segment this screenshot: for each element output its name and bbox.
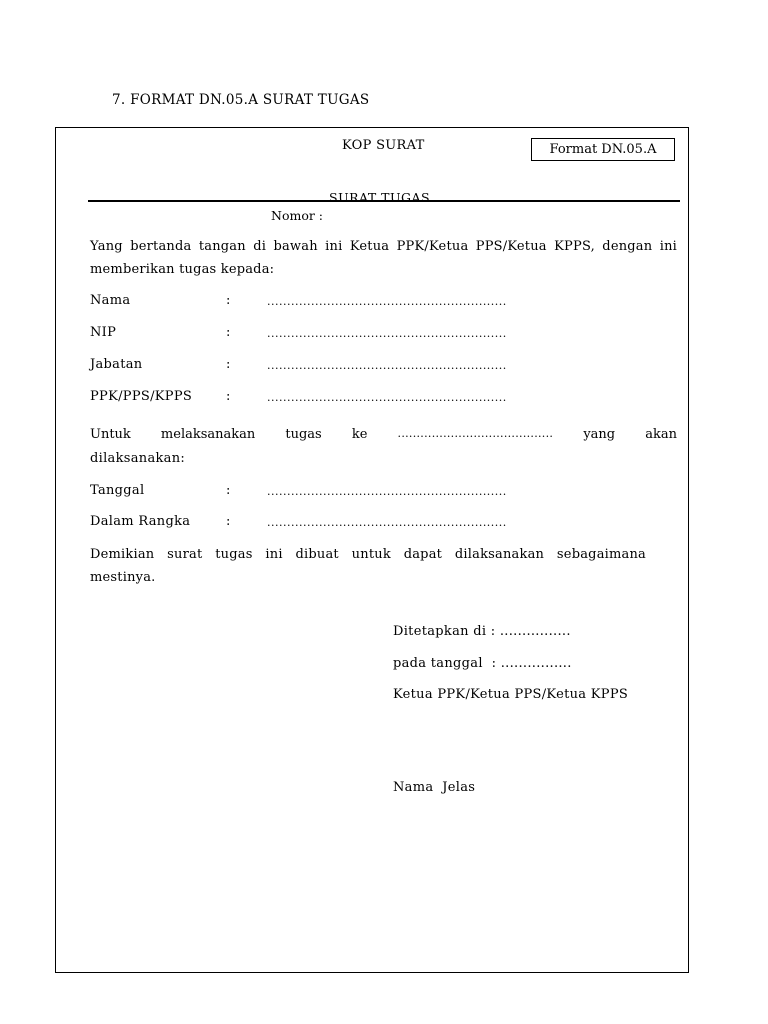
- field-colon: :: [226, 325, 231, 340]
- field-label: Jabatan: [90, 357, 143, 372]
- task-destination-blank: .........................................: [397, 427, 554, 440]
- closing-paragraph: Demikian surat tugas ini dibuat untuk dapat dilaksanakan sebagaimana mestinya.: [90, 547, 646, 585]
- task-sentence: [90, 427, 677, 442]
- intro-paragraph: Yang bertanda tangan di bawah ini Ketua PPK/Ketua PPS/Ketua KPPS, dengan ini memberikan tugas kepada:: [90, 239, 677, 277]
- task-word: yang: [583, 427, 616, 442]
- field-dots: ............................................................: [267, 359, 507, 372]
- format-badge-label: Format DN.05.A: [549, 142, 657, 157]
- nomor-label: Nomor :: [271, 208, 324, 223]
- letterhead-rule: [88, 200, 680, 202]
- signature-date: pada tanggal : ................: [393, 656, 572, 671]
- field-colon: :: [226, 483, 231, 498]
- field-label: NIP: [90, 325, 117, 340]
- task-word: akan: [645, 427, 677, 442]
- field-dots: ............................................................: [267, 295, 507, 308]
- field-dots: ............................................................: [267, 327, 507, 340]
- field-label: Nama: [90, 293, 131, 308]
- document-title: SURAT TUGAS: [329, 190, 431, 201]
- format-badge: [531, 138, 675, 161]
- signature-position: Ketua PPK/Ketua PPS/Ketua KPPS: [393, 687, 629, 702]
- section-heading: 7. FORMAT DN.05.A SURAT TUGAS: [112, 92, 370, 108]
- task-word: melaksanakan: [160, 427, 256, 442]
- task-word: Untuk: [90, 427, 131, 442]
- field-label: PPK/PPS/KPPS: [90, 389, 193, 404]
- signature-name: Nama Jelas: [393, 780, 476, 795]
- field-colon: :: [226, 293, 231, 308]
- field-colon: :: [226, 389, 231, 404]
- signature-place: Ditetapkan di : ................: [393, 624, 571, 639]
- task-word: ke: [351, 427, 368, 442]
- field-colon: :: [226, 357, 231, 372]
- field-dots: ............................................................: [267, 391, 507, 404]
- field-dots: ............................................................: [267, 516, 507, 529]
- field-label: Dalam Rangka: [90, 514, 191, 529]
- field-label: Tanggal: [90, 483, 145, 498]
- letterhead-placeholder: KOP SURAT: [342, 138, 425, 153]
- task-continuation: dilaksanakan:: [90, 451, 186, 466]
- task-word: tugas: [285, 427, 322, 442]
- field-colon: :: [226, 514, 231, 529]
- field-dots: ............................................................: [267, 485, 507, 498]
